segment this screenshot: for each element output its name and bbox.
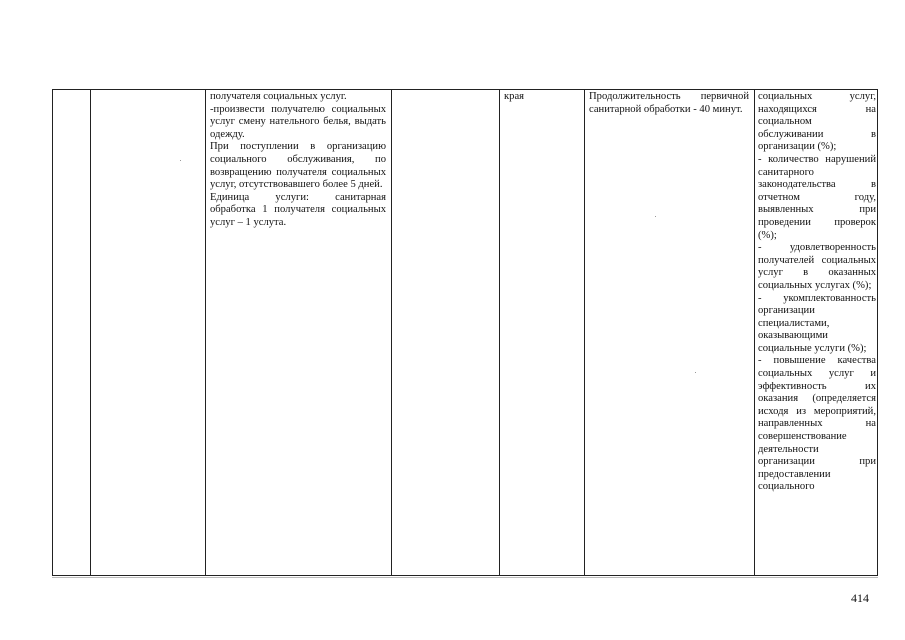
scan-speck: [655, 216, 656, 217]
table-bottom-shadow-line: [52, 577, 878, 578]
cell-service-name: [91, 90, 205, 575]
cell-norms: [392, 90, 499, 575]
indicator-paragraph: - повышение качества социальных услуг и эффективность их оказания (определяется исходя из мероприятий, направленных на совершенствование деятельности организации при предоставлении социального: [758, 355, 876, 493]
description-paragraph: получателя социальных услуг.: [210, 91, 347, 102]
cell-tariff: [504, 90, 582, 575]
indicator-paragraph: - удовлетворенность получателей социальных услуг в оказанных социальных услугах (%);: [758, 242, 876, 291]
column-divider: [499, 90, 500, 575]
scan-speck: [180, 160, 181, 161]
description-paragraph: -произвести получателю социальных услуг смену нательного белья, выдать одежду.: [210, 103, 386, 140]
services-table: [52, 89, 878, 576]
cell-quality-indicators: [758, 90, 876, 575]
column-divider: [205, 90, 206, 575]
description-paragraph: Единица услуги: санитарная обработка 1 получателя социальных услуг – 1 услута.: [210, 191, 386, 228]
duration-text: Продолжительность первичной санитарной обработки - 40 минут.: [589, 91, 749, 115]
tariff-text: края: [504, 91, 525, 102]
cell-service-description: [210, 90, 386, 575]
page-number: 414: [851, 591, 869, 605]
indicator-paragraph: - количество нарушений санитарного законодательства в отчетном году, выявленных при проведении проверок (%);: [758, 153, 876, 241]
indicator-paragraph: социальных услуг, находящихся на социальном обслуживании в организации (%);: [758, 91, 876, 153]
cell-duration: [589, 90, 749, 575]
description-paragraph: При поступлении в организацию социального обслуживания, по возвращению получателя социальных услуг, отсутствовавшего более 5 дней.: [210, 141, 386, 191]
indicator-paragraph: - укомплектованность организации специалистами, оказывающими социальные услуги (%);: [758, 292, 876, 354]
column-divider: [754, 90, 755, 575]
column-divider: [584, 90, 585, 575]
scan-speck: [695, 372, 696, 373]
cell-number: [53, 90, 90, 575]
